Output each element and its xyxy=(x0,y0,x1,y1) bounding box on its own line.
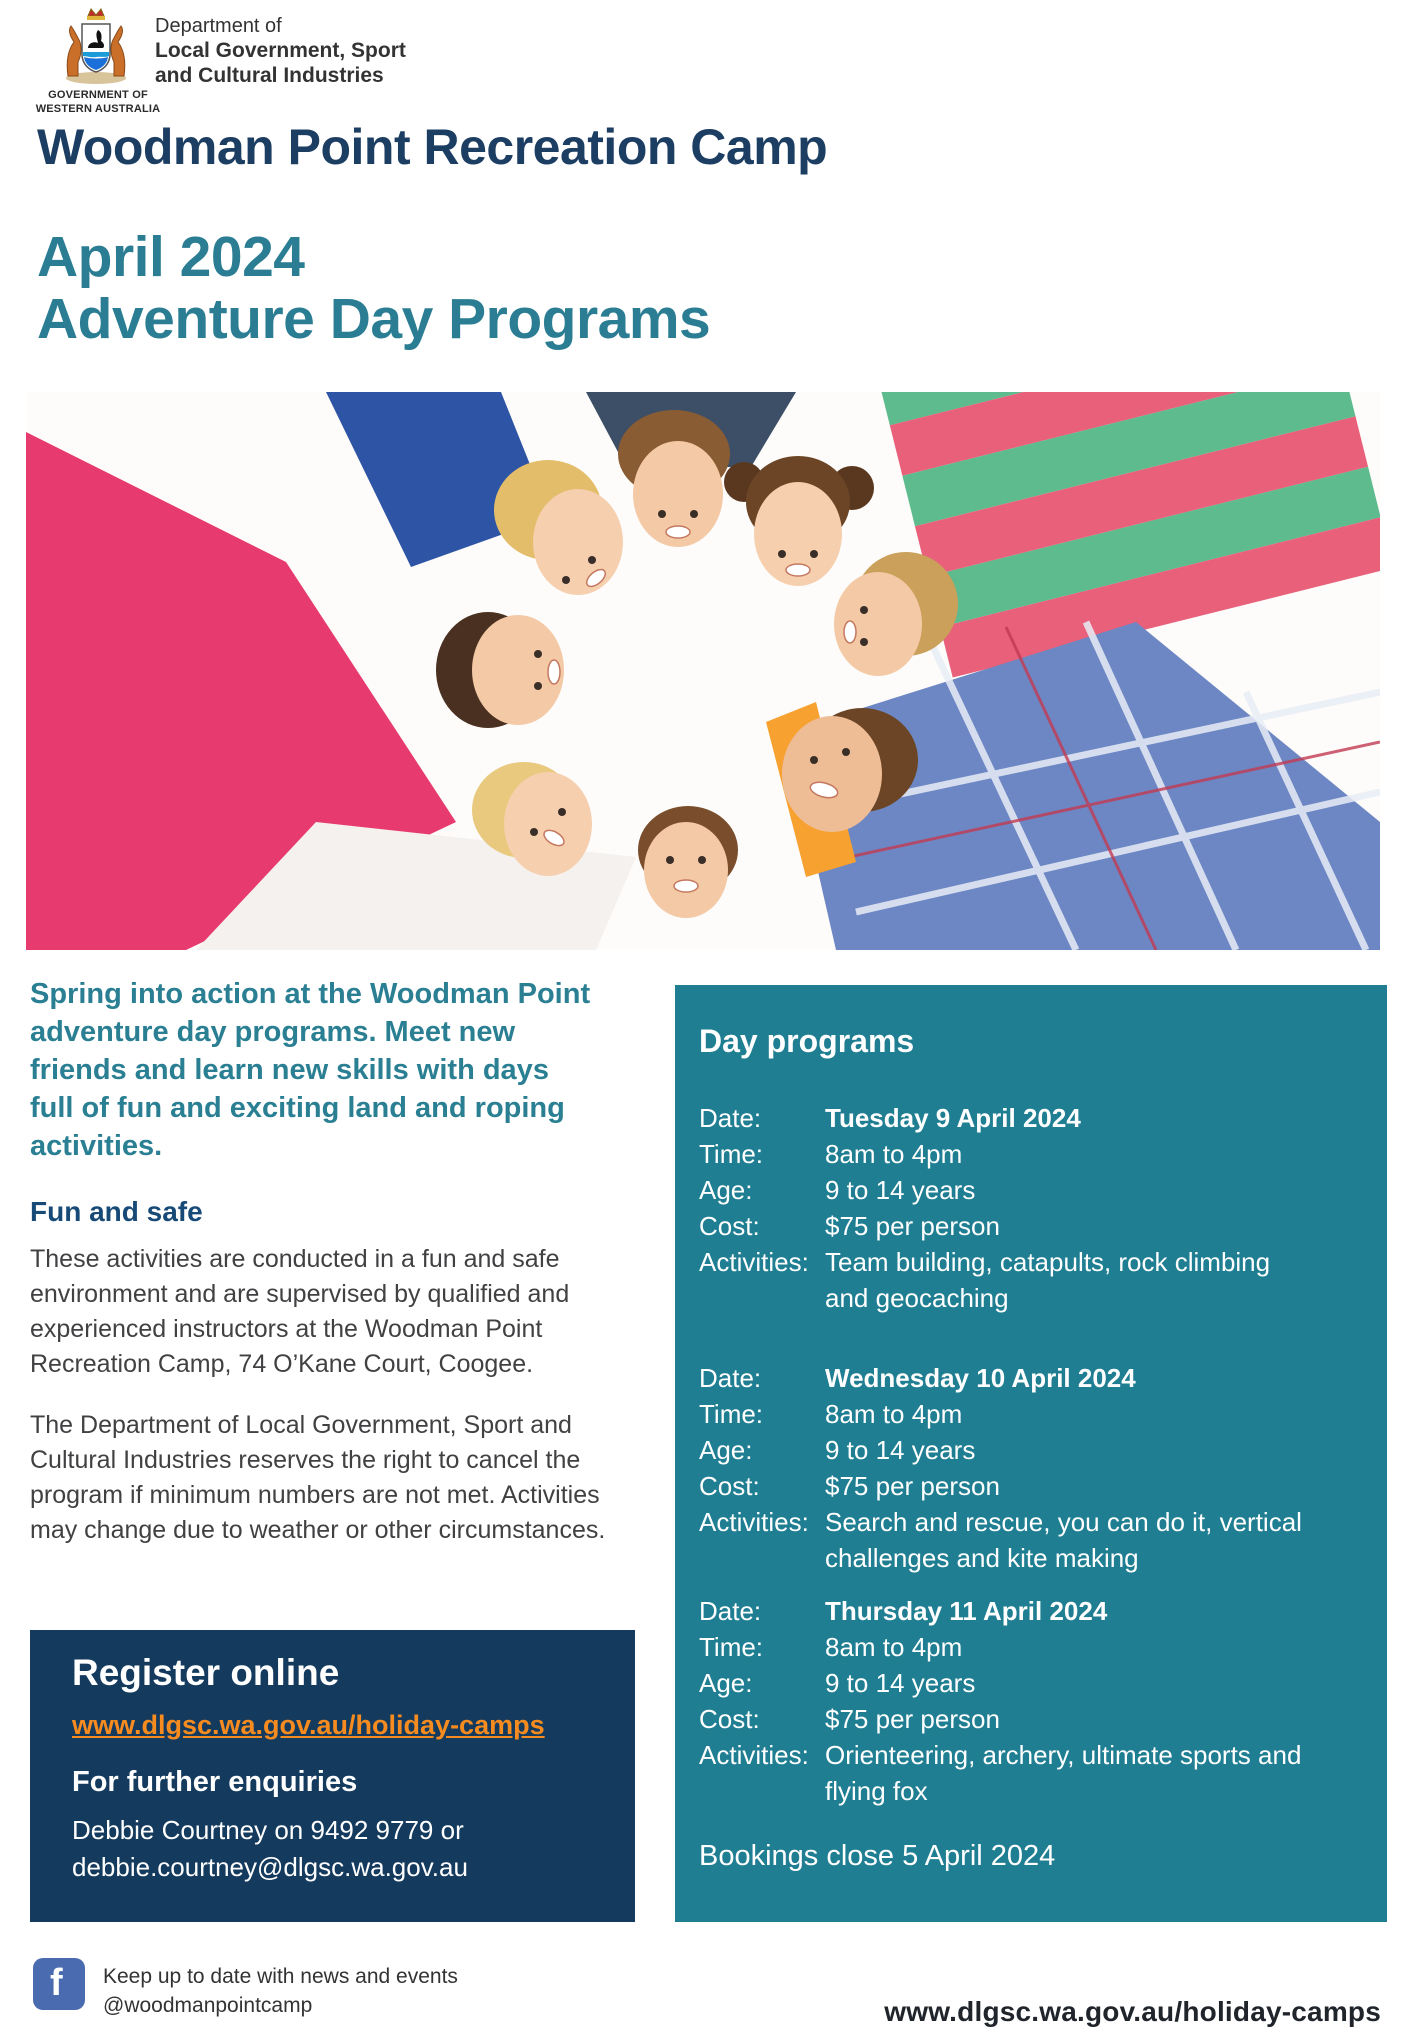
program-row xyxy=(699,1172,1363,1208)
row-label: Date: xyxy=(699,1596,762,1626)
camp-kids-photo xyxy=(26,392,1380,950)
social-news-line1: Keep up to date with news and events xyxy=(103,1965,458,1988)
contact-phone-line: Debbie Courtney on 9492 9779 or xyxy=(72,1815,464,1845)
row-value-cost: $75 per person xyxy=(825,1471,1000,1501)
row-label: Cost: xyxy=(699,1704,760,1734)
fun-and-safe-paragraph-2: The Department of Local Government, Sport and Cultural Industries reserves the right to cancel the program if minimum numbers are not met. Activities may change due to weather or other circumstances. xyxy=(30,1411,606,1544)
row-label: Age: xyxy=(699,1668,753,1698)
program-row xyxy=(699,1396,1363,1432)
government-caption xyxy=(28,88,168,116)
footer-url: www.dlgsc.wa.gov.au/holiday-camps xyxy=(884,1996,1381,2027)
program-row xyxy=(699,1468,1363,1504)
department-name-line2: Local Government, Sport xyxy=(155,39,406,62)
row-label: Activities: xyxy=(699,1740,809,1770)
department-name-line3: and Cultural Industries xyxy=(155,64,384,87)
row-label: Date: xyxy=(699,1363,762,1393)
facebook-icon[interactable] xyxy=(33,1958,85,2010)
wa-coat-of-arms-icon xyxy=(58,6,134,86)
row-value-time: 8am to 4pm xyxy=(825,1399,963,1429)
bookings-close-note: Bookings close 5 April 2024 xyxy=(699,1840,1056,1872)
row-value-activities: Team building, catapults, rock climbing and geocaching xyxy=(825,1247,1271,1313)
facebook-f-glyph: f xyxy=(50,1962,63,2004)
row-label: Activities: xyxy=(699,1507,809,1537)
row-label: Time: xyxy=(699,1139,764,1169)
row-label: Cost: xyxy=(699,1211,760,1241)
fun-and-safe-heading: Fun and safe xyxy=(30,1196,203,1227)
social-news-handle: @woodmanpointcamp xyxy=(103,1994,313,2017)
row-label: Age: xyxy=(699,1435,753,1465)
program-row xyxy=(699,1504,1363,1576)
registration-link[interactable]: www.dlgsc.wa.gov.au/holiday-camps xyxy=(72,1710,545,1740)
intro-paragraph: Spring into action at the Woodman Point adventure day programs. Meet new friends and learn new skills with days full of fun and exciting land and roping activities. xyxy=(30,978,591,1162)
row-value-age: 9 to 14 years xyxy=(825,1175,976,1205)
row-label: Time: xyxy=(699,1399,764,1429)
page-title: Woodman Point Recreation Camp xyxy=(37,119,828,175)
register-online-heading: Register online xyxy=(72,1652,340,1693)
program-row xyxy=(699,1244,1363,1316)
row-value-cost: $75 per person xyxy=(825,1704,1000,1734)
row-value-age: 9 to 14 years xyxy=(825,1435,976,1465)
row-value-date: Thursday 11 April 2024 xyxy=(825,1596,1108,1626)
social-news-text xyxy=(103,1962,458,2020)
row-value-activities: Orienteering, archery, ultimate sports and flying fox xyxy=(825,1740,1302,1806)
subtitle-line-adventure-day-programs: Adventure Day Programs xyxy=(37,287,711,351)
row-value-activities: Search and rescue, you can do it, vertical challenges and kite making xyxy=(825,1507,1302,1573)
program-block-tuesday xyxy=(699,1100,1363,1316)
row-label: Activities: xyxy=(699,1247,809,1277)
fun-and-safe-paragraph-1: These activities are conducted in a fun and safe environment and are supervised by qualified and experienced instructors at the Woodman Point Recreation Camp, 74 O’Kane Court, Coogee. xyxy=(30,1245,570,1378)
program-row xyxy=(699,1360,1363,1396)
government-caption-line2: WESTERN AUSTRALIA xyxy=(35,103,161,115)
program-row xyxy=(699,1432,1363,1468)
row-value-date: Wednesday 10 April 2024 xyxy=(825,1363,1136,1393)
day-programs-box xyxy=(675,985,1387,1922)
row-value-cost: $75 per person xyxy=(825,1211,1000,1241)
row-label: Date: xyxy=(699,1103,762,1133)
program-row xyxy=(699,1136,1363,1172)
program-row xyxy=(699,1665,1363,1701)
row-label: Cost: xyxy=(699,1471,760,1501)
program-row xyxy=(699,1701,1363,1737)
program-row xyxy=(699,1629,1363,1665)
row-value-date: Tuesday 9 April 2024 xyxy=(825,1103,1081,1133)
department-name xyxy=(155,14,406,88)
program-row xyxy=(699,1208,1363,1244)
page-subtitle xyxy=(37,226,710,350)
contact-email-line: debbie.courtney@dlgsc.wa.gov.au xyxy=(72,1852,468,1882)
program-block-thursday xyxy=(699,1593,1363,1809)
government-caption-line1: GOVERNMENT OF xyxy=(48,89,148,101)
day-programs-heading: Day programs xyxy=(699,1023,915,1059)
further-enquiries-heading: For further enquiries xyxy=(72,1766,358,1798)
program-row xyxy=(699,1100,1363,1136)
row-value-time: 8am to 4pm xyxy=(825,1632,963,1662)
program-row xyxy=(699,1737,1363,1809)
row-label: Age: xyxy=(699,1175,753,1205)
register-online-box xyxy=(30,1630,635,1922)
program-row xyxy=(699,1593,1363,1629)
row-value-age: 9 to 14 years xyxy=(825,1668,976,1698)
subtitle-line-april-2024: April 2024 xyxy=(37,225,305,289)
program-block-wednesday xyxy=(699,1360,1363,1576)
contact-details xyxy=(72,1812,468,1886)
row-value-time: 8am to 4pm xyxy=(825,1139,963,1169)
department-name-line1: Department of xyxy=(155,15,282,37)
row-label: Time: xyxy=(699,1632,764,1662)
